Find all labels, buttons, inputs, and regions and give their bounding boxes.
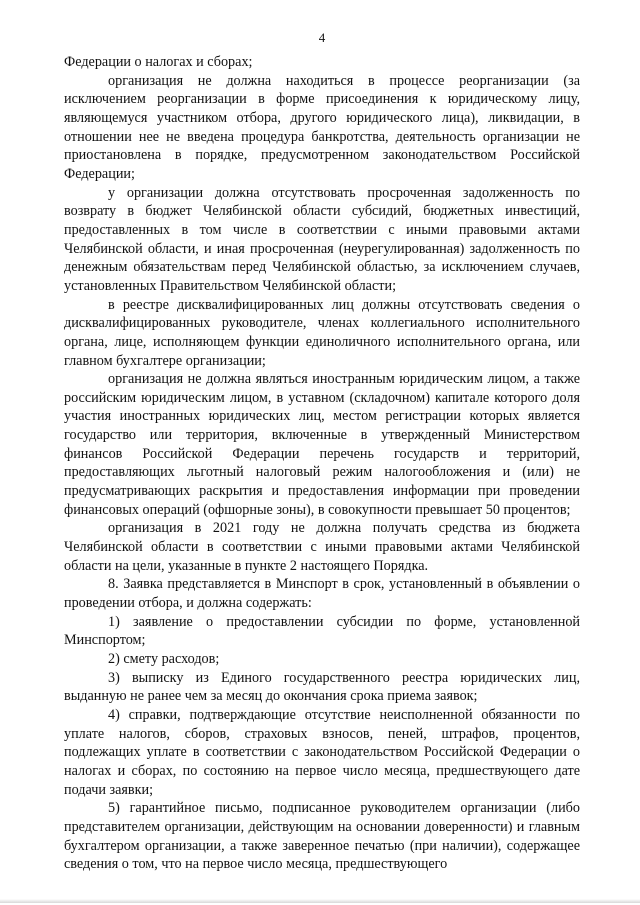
paragraph: организация не должна находиться в процессе реорганизации (за исключением реорганизации в форме присоединения к юридическому лицу, являющемуся участником отбора, другого юридического лица), ликвидации, в отношении нее не введена процедура банкротства, деятельность организации не приостановлена в порядке, предусмотренном законодательством Российской Федерации; bbox=[64, 72, 580, 182]
paragraph: в реестре дисквалифицированных лиц должны отсутствовать сведения о дисквалифицированных руководителе, членах коллегиального исполнительного органа, лице, исполняющем функции единоличного исполнительного органа, или главном бухгалтере организации; bbox=[64, 296, 580, 369]
paragraph: организация не должна являться иностранным юридическим лицом, а также российским юридическим лицом, в уставном (складочном) капитале которого доля участия иностранных юридических лиц, местом регистрации которых является государство или территория, включенные в утвержденный Министерством финансов Российской Федерации перечень государств и территорий, предоставляющих льготный налоговый режим налогообложения и (или) не предусматривающих раскрытия и предоставления информации при проведении финансовых операций (офшорные зоны), в совокупности превышает 50 процентов; bbox=[64, 371, 580, 518]
document-body bbox=[64, 53, 580, 874]
paragraph: Федерации о налогах и сборах; bbox=[64, 54, 253, 70]
paragraph: 3) выписку из Единого государственного реестра юридических лиц, выданную не ранее чем за месяц до окончания срока приема заявок; bbox=[64, 669, 580, 705]
paragraph: 5) гарантийное письмо, подписанное руководителем организации (либо представителем организации, действующим на основании доверенности) и главным бухгалтером организации, а также заверенное печатью (при наличии), содержащее сведения о том, что на первое число месяца, предшествующего bbox=[64, 800, 580, 873]
paragraph: 1) заявление о предоставлении субсидии по форме, установленной Минспортом; bbox=[64, 613, 580, 649]
paragraph: 8. Заявка представляется в Минспорт в срок, установленный в объявлении о проведении отбора, и должна содержать: bbox=[64, 576, 580, 612]
scan-bottom-edge bbox=[0, 899, 640, 903]
paragraph: организация в 2021 году не должна получать средства из бюджета Челябинской области в соответствии с иными правовыми актами Челябинской области на цели, указанные в пункте 2 настоящего Порядка. bbox=[64, 520, 580, 574]
paragraph: 4) справки, подтверждающие отсутствие неисполненной обязанности по уплате налогов, сборов, страховых взносов, пеней, штрафов, процентов, подлежащих уплате в соответствии с законодательством Российской Федерации о налогах и сборах, по состоянию на первое число месяца, предшествующего дате подачи заявки; bbox=[64, 706, 580, 798]
paragraph: 2) смету расходов; bbox=[108, 651, 220, 667]
page-number: 4 bbox=[318, 30, 326, 45]
paragraph: у организации должна отсутствовать просроченная задолженность по возврату в бюджет Челябинской области субсидий, бюджетных инвестиций, предоставленных в том числе в соответствии с иными правовыми актами Челябинской области, и иная просроченная (неурегулированная) задолженность по денежным обязательствам перед Челябинской областью, за исключением случаев, установленных Правительством Челябинской области; bbox=[64, 184, 580, 294]
